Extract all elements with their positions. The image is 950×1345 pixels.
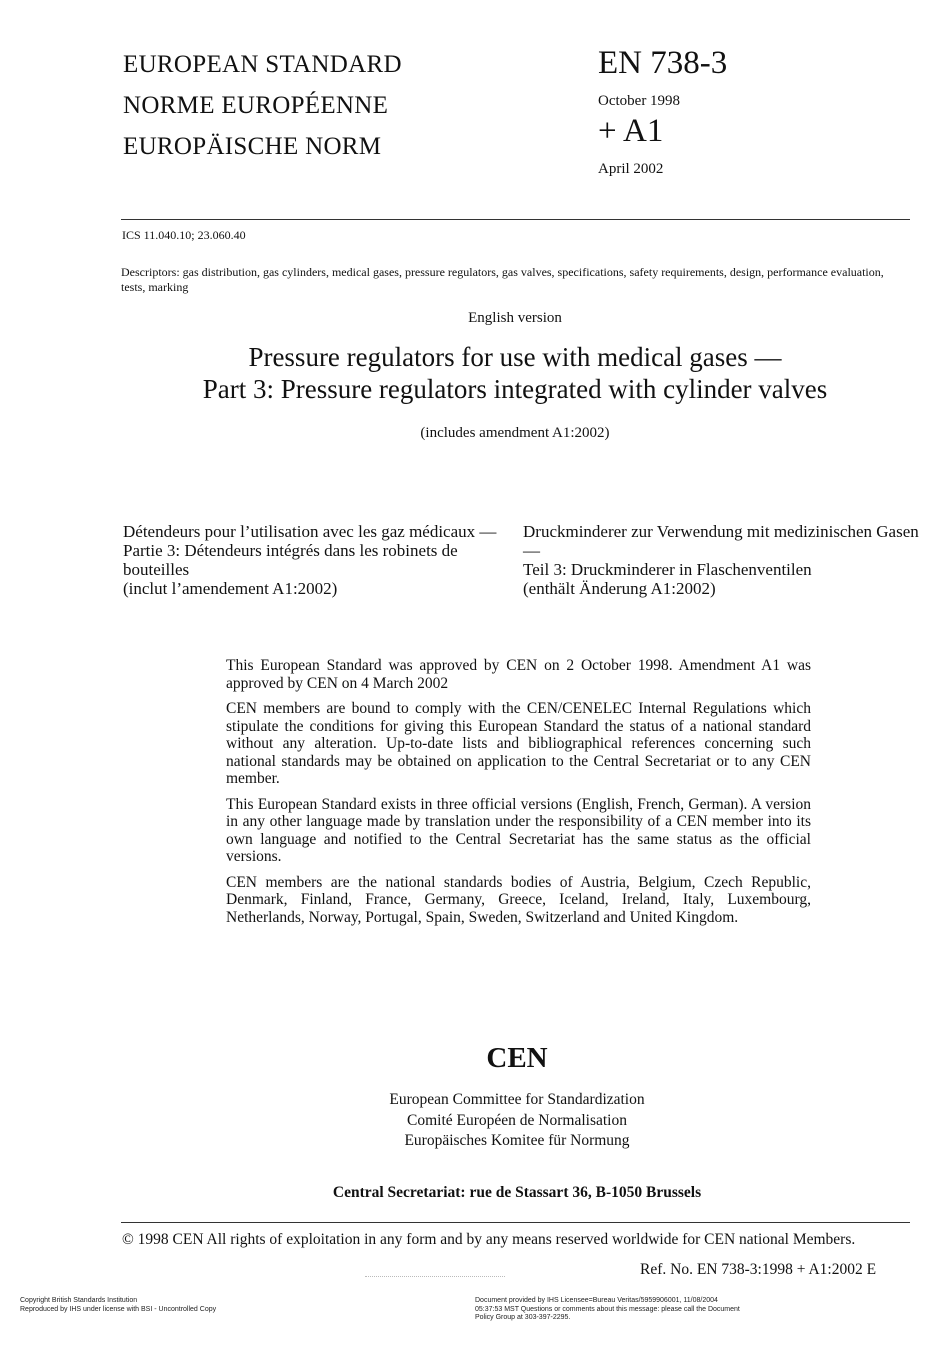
faint-separator (365, 1276, 505, 1279)
cen-name-fr: Comité Européen de Normalisation (407, 1111, 627, 1129)
version-label: English version (468, 310, 562, 326)
standard-type-de: EUROPÄISCHE NORM (123, 133, 382, 160)
french-title-line-3: (inclut l’amendement A1:2002) (123, 579, 338, 598)
cen-names (0, 1090, 950, 1152)
standard-number: EN 738-3 (598, 45, 728, 81)
cen-name-en: European Committee for Standardization (389, 1091, 645, 1108)
paragraph-regulations: CEN members are bound to comply with the CEN/CENELEC Internal Regulations which stipulate the conditions for giving this European Standard the status of a national standard without any alteration. Up-to-date lists and bibliographical references concerning such national standards may be obtained on application to the Central Secretariat or to any CEN member. (226, 700, 811, 787)
standard-type-fr: NORME EUROPÉENNE (123, 92, 389, 119)
german-title-line-3: (enthält Änderung A1:2002) (523, 579, 716, 598)
german-title (523, 522, 923, 598)
footer-right-line-1: Document provided by IHS Licensee=Bureau Veritas/5959906001, 11/08/2004 (475, 1297, 718, 1304)
paragraph-approval: This European Standard was approved by CEN on 2 October 1998. Amendment A1 was approved by CEN on 4 March 2002 (226, 657, 811, 692)
standard-date: October 1998 (598, 93, 681, 109)
footer-divider (121, 1222, 910, 1223)
french-title-line-2: Partie 3: Détendeurs intégrés dans les robinets de bouteilles (123, 541, 458, 579)
descriptors: Descriptors: gas distribution, gas cylinders, medical gases, pressure regulators, gas valves, specifications, safety requirements, design, performance evaluation, tests, marking (121, 265, 884, 294)
paragraph-members: CEN members are the national standards bodies of Austria, Belgium, Czech Republic, Denmark, Finland, France, Germany, Greece, Iceland, Ireland, Italy, Luxembourg, Netherlands, Norway, Portugal, Spain, Sweden, Switzerland and United Kingdom. (226, 873, 811, 926)
footer-right-line-2: 05:37:53 MST Questions or comments about this message: please call the Document (475, 1305, 740, 1313)
footer-left-line-2: Reproduced by IHS under license with BSI - Uncontrolled Copy (20, 1305, 217, 1313)
french-title (123, 522, 518, 598)
copyright-notice: © 1998 CEN All rights of exploitation in any form and by any means reserved worldwide for CEN national Members. (122, 1231, 856, 1248)
french-title-line-1: Détendeurs pour l’utilisation avec les gaz médicaux — (123, 522, 497, 541)
german-title-line-2: Teil 3: Druckminderer in Flaschenventilen (523, 560, 812, 579)
central-secretariat: Central Secretariat: rue de Stassart 36, B-1050 Brussels (332, 1184, 702, 1201)
approval-text (226, 657, 811, 934)
footer-left-line-1: Copyright British Standards Institution (20, 1297, 138, 1304)
german-title-line-1: Druckminderer zur Verwendung mit medizinischen Gasen — (523, 522, 919, 560)
license-footer-left (20, 1297, 216, 1314)
cen-name-de: Europäisches Komitee für Normung (404, 1132, 630, 1149)
header-divider (121, 219, 910, 220)
title-line-2: Part 3: Pressure regulators integrated with cylinder valves (202, 374, 828, 404)
license-footer-right (475, 1297, 805, 1323)
paragraph-versions: This European Standard exists in three official versions (English, French, German). A version in any other language made by translation under the responsibility of a CEN member into its own language and notified to the Central Secretariat has the same status as the official versions. (226, 795, 811, 865)
standard-type-names (123, 44, 402, 167)
title-line-1: Pressure regulators for use with medical gases — (248, 342, 782, 372)
includes-note: (includes amendment A1:2002) (420, 425, 610, 441)
ics-codes: ICS 11.040.10; 23.060.40 (122, 228, 246, 242)
cen-logo-text: CEN (486, 1042, 548, 1074)
amendment-date: April 2002 (598, 161, 664, 177)
document-title (100, 341, 930, 405)
footer-right-line-3: Policy Group at 303-397-2295. (475, 1314, 571, 1321)
reference-number: Ref. No. EN 738-3:1998 + A1:2002 E (640, 1261, 877, 1278)
amendment-number: + A1 (598, 113, 664, 149)
standard-type-en: EUROPEAN STANDARD (123, 51, 402, 78)
